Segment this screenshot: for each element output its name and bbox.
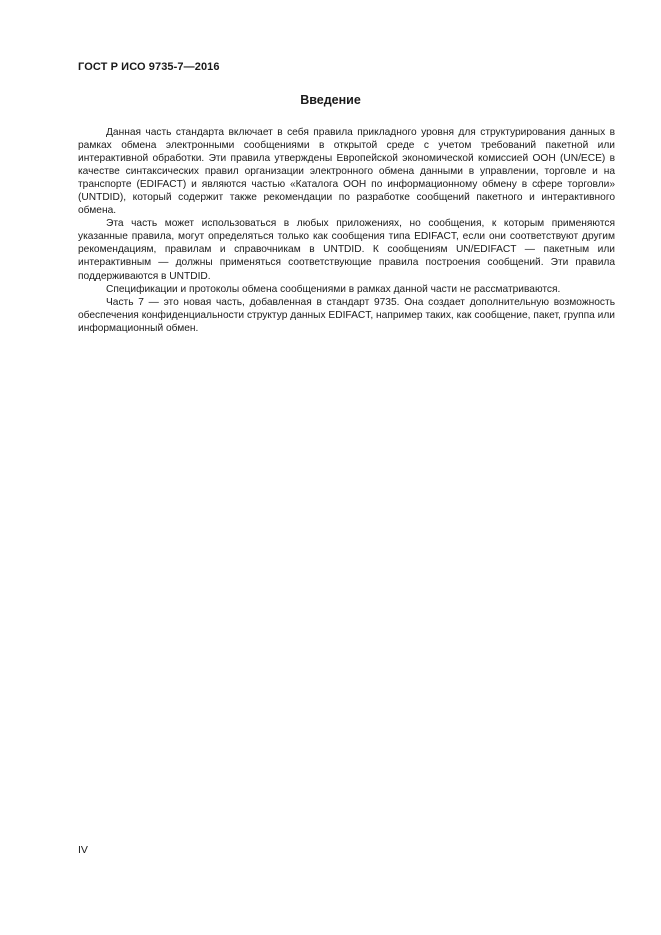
section-title: Введение	[300, 93, 361, 107]
page-number: IV	[78, 844, 88, 856]
paragraph: Эта часть может использоваться в любых приложениях, но сообщения, к которым применяются указанные правила, могут определяться только как сообщения типа EDIFACT, если они соответствуют другим рекомендациям, правилам и справочникам в UNTDID. К сообщениям UN/EDIFACT — пакетным или интерактивным — должны применяться соответствующие правила построения сообщений. Эти правила поддерживаются в UNTDID.	[78, 218, 615, 282]
paragraph: Спецификации и протоколы обмена сообщениями в рамках данной части не рассматриваются.	[106, 283, 561, 295]
paragraph: Часть 7 — это новая часть, добавленная в стандарт 9735. Она создает дополнительную возможность обеспечения конфиденциальности структур данных EDIFACT, например таких, как сообщение, пакет, группа или информационный обмен.	[78, 296, 615, 334]
document-body	[78, 126, 615, 335]
document-header: ГОСТ Р ИСО 9735-7—2016	[78, 61, 220, 73]
paragraph: Данная часть стандарта включает в себя правила прикладного уровня для структурирования данных в рамках обмена электронными сообщениями в открытой среде с учетом требований пакетной или интерактивной обработки. Эти правила утверждены Европейской экономической комиссией ООН (UN/ECE) в качестве синтаксических правил организации электронного обмена данными в управлении, торговле и на транспорте (EDIFACT) и являются частью «Каталога ООН по информационному обмену в сфере торговли» (UNTDID), который содержит также рекомендации по разработке сообщений пакетного и интерактивного обмена.	[78, 127, 615, 217]
